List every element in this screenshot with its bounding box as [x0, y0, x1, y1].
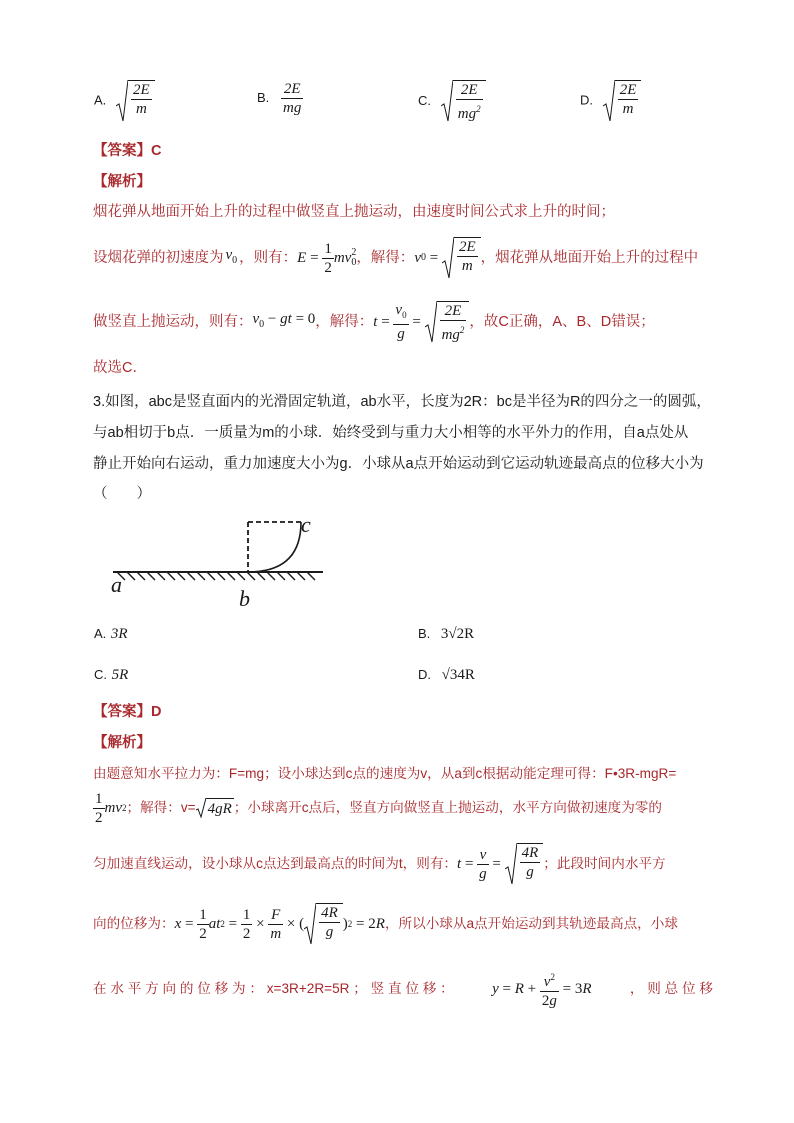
q3-option-d-label: D. [418, 667, 431, 682]
option-c-label: C. [418, 92, 431, 108]
formula-energy: E = $\frac{1}{2}$ mv 2 0 [297, 240, 357, 276]
answer-value: C [151, 143, 162, 159]
q3-option-b-label: B. [418, 626, 431, 641]
q3-option-c [94, 665, 128, 685]
formula-time: t = $\frac{v_0}{g}$ = $\frac{2E}{mg^2}$ [373, 301, 469, 344]
q3-analysis-line-5 [93, 966, 713, 1012]
q3-option-b [418, 624, 474, 644]
label-b: b [239, 586, 250, 610]
analysis-line-2-d: ，烟花弹从地面开始上升的过程中 [480, 250, 699, 266]
formula-sqrt-4gR: 4gR [196, 798, 234, 819]
q3-stem-line-4: （ ） [93, 486, 151, 502]
q3-analysis-line-3-a: 匀加速直线运动，设小球从c点达到最高点的时间为t，则有： [93, 856, 458, 871]
option-a-label: A. [94, 92, 107, 108]
q3-analysis-line-3 [93, 840, 666, 888]
option-d [580, 80, 641, 122]
analysis-line-2-a: 设烟花弹的初速度为 [93, 250, 224, 266]
q3-stem-line-2: 与ab相切于b点．一质量为m的小球．始终受到与重力大小相等的水平外力的作用，自a点处从 [93, 425, 689, 441]
answer-tag-q3: 【答案】 [93, 704, 151, 720]
formula-velocity-zero: $v_0$ − gt = 0 [252, 311, 316, 330]
q3-stem-line-1: 3.如图，abc是竖直面内的光滑固定轨道，ab水平，长度为2R：bc是半径为R的四分之一的圆弧， [93, 394, 711, 410]
label-c: c [301, 512, 311, 537]
answer-value-q3: D [151, 704, 162, 720]
option-d-formula: $\frac{2E}{m}$ [603, 80, 642, 122]
option-a [94, 80, 155, 122]
q3-analysis-line-3-b: ；此段时间内水平方 [543, 856, 666, 871]
q3-analysis-line-4 [93, 900, 678, 948]
q3-analysis-line-1: 由题意知水平拉力为：F=mg；设小球达到c点的速度为v，从a到c根据动能定理可得：F•3R-mgR= [93, 766, 677, 781]
analysis-line-2: 设烟花弹的初速度为 $v_0$ ，则有： E = $\frac{1}{2}$ mv 2 0 ，解得： v 0 = $\frac{2E}{m}$ ，烟花弹从地面开始上升的过程中 [93, 236, 698, 280]
formula-v0: v 0 = $\frac{2E}{m}$ [414, 237, 480, 279]
analysis-line-1: 烟花弹从地面开始上升的过程中做竖直上抛运动，由速度时间公式求上升的时间； [93, 204, 615, 220]
option-b [257, 80, 303, 117]
q3-option-a-value: 3R [110, 626, 128, 642]
ground-hatching [117, 572, 315, 580]
arc-bc [248, 522, 301, 572]
analysis-tag-q3: 【解析】 [93, 735, 151, 751]
q3-stem-line-3: 静止开始向右运动，重力加速度大小为g．小球从a点开始运动到它运动轨迹最高点的位移大小为 [93, 456, 704, 472]
analysis-line-4: 故选C． [93, 360, 147, 376]
q3-option-a [94, 624, 128, 644]
formula-t-equals: t = $\frac{v}{g}$ = $\frac{4R}{g}$ [457, 843, 543, 885]
analysis-line-3-b: ，解得： [315, 314, 374, 330]
option-b-formula: $\frac{2E}{mg}$ [283, 81, 302, 116]
formula-y-displacement: y = R + $\frac{v^2}{2g}$ = 3 R [492, 968, 591, 1010]
q3-analysis-line-4-a: 向的位移为： [93, 916, 175, 931]
analysis-tag-q2: 【解析】 [93, 174, 151, 190]
q3-option-d-value: √34R [441, 667, 475, 683]
label-a: a [111, 572, 122, 597]
option-a-formula: $\frac{2E}{m}$ [116, 80, 155, 122]
formula-half-mv2: $\frac{1}{2}$ mv 2 [95, 790, 127, 826]
answer-line-q2 [93, 141, 161, 161]
option-c [418, 80, 486, 123]
answer-tag: 【答案】 [93, 143, 151, 159]
q3-option-c-label: C. [94, 667, 107, 682]
formula-x-displacement: x = $\frac{1}{2}$ at 2 = $\frac{1}{2}$ × $\frac{F}{m}$ × ( $\frac{4R}{g}$ ) 2 = 2 R [175, 903, 385, 945]
q3-option-a-label: A. [94, 626, 107, 641]
analysis-line-3 [93, 298, 655, 346]
option-c-formula: $\frac{2E}{mg^2}$ [441, 80, 486, 123]
q3-analysis-line-2 [93, 786, 662, 830]
analysis-line-3-c: ，故C正确，A、B、D错误； [469, 314, 655, 330]
analysis-line-2-b: ，则有： [239, 250, 298, 266]
q3-analysis-line-2-a: ；解得：v= [126, 800, 196, 815]
q3-option-d [418, 665, 475, 685]
analysis-line-2-c: ，解得： [356, 250, 415, 266]
track-diagram [105, 510, 335, 610]
q3-analysis-line-5-b: ， 则 总 位 移 [629, 981, 713, 996]
answer-line-q3 [93, 702, 161, 722]
q3-analysis-line-5-a: 在 水 平 方 向 的 位 移 为 ： x=3R+2R=5R ； 竖 直 位 移 ： [93, 981, 454, 996]
q3-option-c-value: 5R [111, 667, 129, 683]
option-d-label: D. [580, 92, 593, 108]
q3-analysis-line-4-b: ，所以小球从a点开始运动到其轨迹最高点，小球 [384, 916, 678, 931]
q3-option-b-value: 3√2R [440, 626, 475, 642]
analysis-line-3-a: 做竖直上抛运动，则有： [93, 314, 253, 330]
option-b-label: B. [257, 89, 270, 105]
q3-analysis-line-2-b: ；小球离开c点后，竖直方向做竖直上抛运动，水平方向做初速度为零的 [233, 800, 662, 815]
